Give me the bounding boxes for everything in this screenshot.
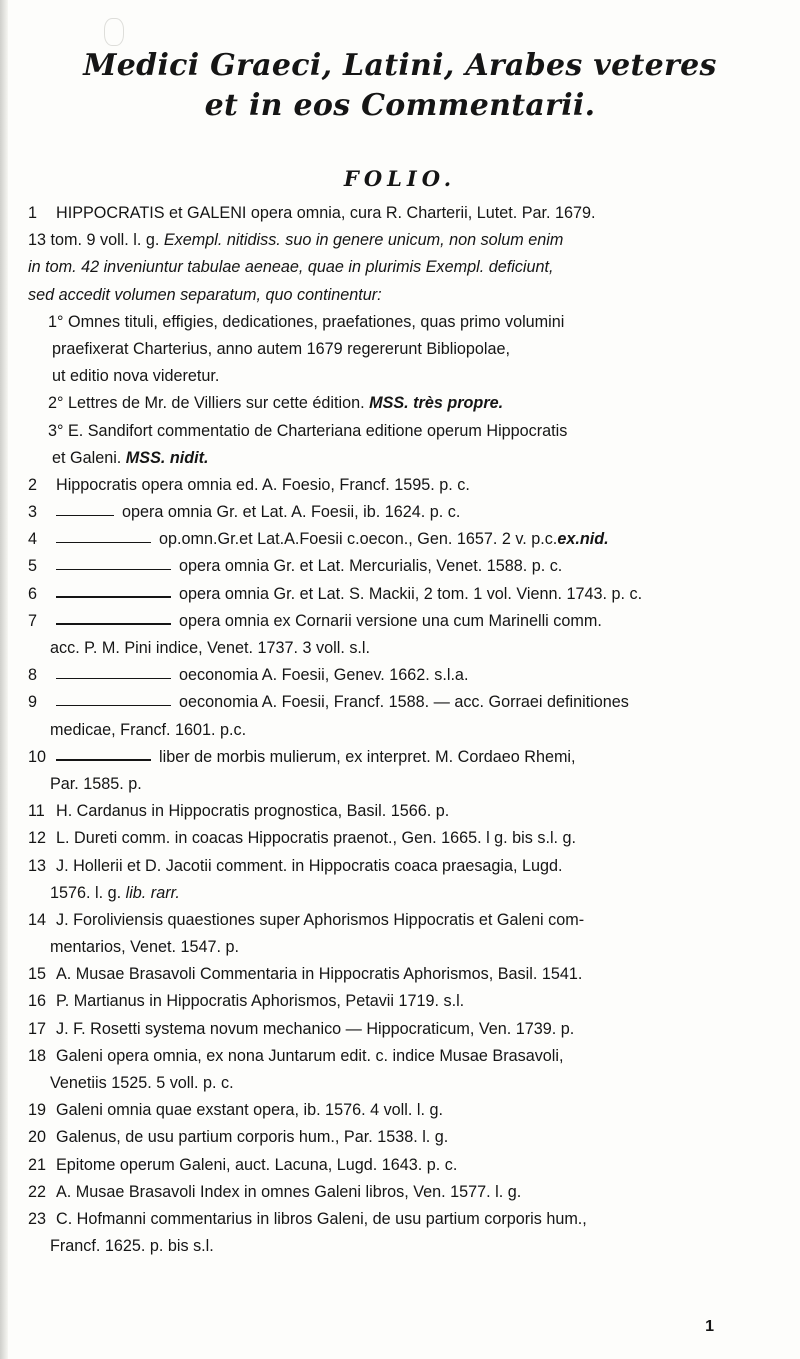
entry-text: Galeni omnia quae exstant opera, ib. 1576. 4 voll. l. g. — [56, 1101, 443, 1120]
catalogue-entry-3 — [28, 499, 768, 526]
entry-number: 14 — [28, 910, 47, 929]
entry-number: 23 — [28, 1209, 47, 1228]
entry-number: 18 — [28, 1046, 47, 1065]
entry-text: Epitome operum Galeni, auct. Lacuna, Lugd. 1643. p. c. — [56, 1155, 458, 1174]
entry-continuation: Par. 1585. p. — [50, 774, 142, 793]
catalogue-entry-17 — [28, 1016, 768, 1043]
page-subtitle: et in eos Commentarii. — [204, 88, 596, 123]
entry-text: oeconomia A. Foesii, Genev. 1662. s.l.a. — [179, 666, 469, 685]
entry-text: L. Dureti comm. in coacas Hippocratis praenot., Gen. 1665. l g. bis s.l. g. — [56, 829, 577, 848]
catalogue-entry-4 — [28, 526, 768, 553]
entry-number: 2 — [28, 475, 38, 494]
entry-note: MSS. nidit. — [125, 448, 209, 467]
entry-number: 8 — [28, 666, 38, 685]
catalogue-entry-22 — [28, 1179, 768, 1206]
entry-text: A. Musae Brasavoli Commentaria in Hippocratis Aphorismos, Basil. 1541. — [56, 965, 583, 984]
catalogue-list — [28, 200, 768, 1260]
entry-text: oeconomia A. Foesii, Francf. 1588. — acc. Gorraei definitiones — [179, 693, 629, 712]
entry-text: J. Foroliviensis quaestiones super Aphorismos Hippocratis et Galeni com- — [56, 910, 585, 929]
entry-text: H. Cardanus in Hippocratis prognostica, Basil. 1566. p. — [56, 802, 450, 821]
catalogue-entry-19 — [28, 1097, 768, 1124]
entry-text: Galenus, de usu partium corporis hum., Par. 1538. l. g. — [56, 1128, 449, 1147]
entry-text: Hippocratis opera omnia ed. A. Foesio, Francf. 1595. p. c. — [56, 475, 470, 494]
entry-note: lib. rarr. — [125, 883, 180, 902]
catalogue-entry-16 — [28, 988, 768, 1015]
entry-continuation: medicae, Francf. 1601. p.c. — [50, 720, 247, 739]
entry-text: opera omnia Gr. et Lat. S. Mackii, 2 tom. 1 vol. Vienn. 1743. p. c. — [179, 584, 643, 603]
entry-subitem-1: 1° Omnes tituli, effigies, dedicationes, praefationes, quas primo volumini — [48, 312, 565, 331]
entry-note: Exempl. nitidiss. suo in genere unicum, non solum enim — [163, 231, 564, 250]
ditto-dash — [56, 515, 114, 517]
ditto-dash — [56, 569, 171, 571]
catalogue-entry-21 — [28, 1152, 768, 1179]
entry-number: 13 — [28, 856, 47, 875]
entry-text: 2° Lettres de Mr. de Villiers sur cette édition. — [48, 394, 370, 413]
entry-text: Galeni opera omnia, ex nona Juntarum edit. c. indice Musae Brasavoli, — [56, 1046, 564, 1065]
entry-number: 9 — [28, 693, 38, 712]
paper-stain — [104, 18, 124, 46]
section-heading: FOLIO. — [343, 166, 457, 191]
entry-note: in tom. 42 inveniuntur tabulae aeneae, quae in plurimis Exempl. deficiunt, — [28, 258, 554, 277]
page-title: Medici Graeci, Latini, Arabes veteres — [83, 48, 717, 83]
catalogue-entry-7 — [28, 608, 768, 635]
catalogue-entry-13 — [28, 853, 768, 880]
catalogue-entry-11 — [28, 798, 768, 825]
entry-subitem-2 — [28, 390, 768, 417]
page-edge — [0, 0, 8, 1359]
entry-continuation — [28, 227, 768, 254]
entry-subitem-3: 3° E. Sandifort commentatio de Charteriana editione operum Hippocratis — [48, 421, 568, 440]
entry-number: 21 — [28, 1155, 47, 1174]
entry-number: 3 — [28, 503, 38, 522]
entry-text: J. Hollerii et D. Jacotii comment. in Hippocratis coaca praesagia, Lugd. — [56, 856, 563, 875]
entry-number: 11 — [28, 802, 45, 821]
catalogue-entry-15 — [28, 961, 768, 988]
entry-text: 13 tom. 9 voll. l. g. — [28, 231, 164, 250]
entry-number: 12 — [28, 829, 47, 848]
catalogue-entry-10 — [28, 744, 768, 771]
page-number: 1 — [705, 1318, 714, 1335]
entry-text: A. Musae Brasavoli Index in omnes Galeni libros, Ven. 1577. l. g. — [56, 1182, 522, 1201]
ditto-dash — [56, 596, 171, 598]
entry-number: 6 — [28, 584, 38, 603]
ditto-dash — [56, 678, 171, 680]
catalogue-entry-5 — [28, 553, 768, 580]
entry-text: liber de morbis mulierum, ex interpret. M. Cordaeo Rhemi, — [159, 747, 576, 766]
entry-text: opera omnia Gr. et Lat. A. Foesii, ib. 1624. p. c. — [122, 503, 461, 522]
catalogue-entry-23 — [28, 1206, 768, 1233]
ditto-dash — [56, 623, 171, 625]
catalogue-entry-6 — [28, 581, 768, 608]
entry-text: opera omnia Gr. et Lat. Mercurialis, Venet. 1588. p. c. — [179, 557, 563, 576]
entry-text: HIPPOCRATIS et GALENI opera omnia, cura R. Charterii, Lutet. Par. 1679. — [56, 204, 596, 222]
entry-continuation: acc. P. M. Pini indice, Venet. 1737. 3 voll. s.l. — [50, 639, 371, 657]
entry-number: 10 — [28, 747, 47, 766]
entry-continuation: Francf. 1625. p. bis s.l. — [50, 1237, 214, 1256]
entry-number: 1 — [28, 204, 38, 222]
catalogue-entry-2 — [28, 472, 768, 499]
entry-text: et Galeni. — [52, 448, 126, 467]
entry-text: opera omnia ex Cornarii versione una cum Marinelli comm. — [179, 611, 602, 630]
entry-number: 15 — [28, 965, 47, 984]
catalogue-entry-1 — [28, 200, 768, 227]
ditto-dash — [56, 705, 171, 707]
entry-number: 4 — [28, 530, 38, 549]
entry-number: 22 — [28, 1182, 47, 1201]
entry-subitem-continuation: praefixerat Charterius, anno autem 1679 regererunt Bibliopolae, — [52, 339, 511, 358]
entry-continuation: Venetiis 1525. 5 voll. p. c. — [50, 1074, 234, 1092]
entry-text: 1576. l. g. — [50, 883, 126, 902]
entry-number: 17 — [28, 1019, 47, 1038]
catalogue-entry-20 — [28, 1124, 768, 1151]
entry-continuation — [28, 880, 768, 907]
catalogue-entry-12 — [28, 825, 768, 852]
entry-note: ex.nid. — [557, 530, 609, 549]
entry-note: MSS. très propre. — [369, 394, 504, 413]
catalogue-entry-9 — [28, 689, 768, 716]
entry-number: 20 — [28, 1128, 47, 1147]
catalogue-entry-8 — [28, 662, 768, 689]
entry-number: 19 — [28, 1101, 47, 1120]
entry-text: op.omn.Gr.et Lat.A.Foesii c.oecon., Gen. 1657. 2 v. p.c. — [159, 530, 558, 549]
entry-text: P. Martianus in Hippocratis Aphorismos, Petavii 1719. s.l. — [56, 992, 465, 1011]
catalogue-entry-14 — [28, 907, 768, 934]
entry-continuation: mentarios, Venet. 1547. p. — [50, 938, 239, 957]
entry-text: C. Hofmanni commentarius in libros Galeni, de usu partium corporis hum., — [56, 1209, 587, 1228]
ditto-dash — [56, 542, 151, 544]
catalogue-entry-18 — [28, 1043, 768, 1070]
entry-subitem-continuation: ut editio nova videretur. — [52, 367, 220, 386]
ditto-dash — [56, 759, 151, 761]
entry-text: J. F. Rosetti systema novum mechanico — Hippocraticum, Ven. 1739. p. — [56, 1019, 575, 1038]
entry-subitem-continuation — [28, 445, 768, 472]
entry-note: sed accedit volumen separatum, quo continentur: — [28, 285, 382, 304]
entry-number: 5 — [28, 557, 38, 576]
entry-number: 16 — [28, 992, 47, 1011]
entry-number: 7 — [28, 611, 38, 630]
